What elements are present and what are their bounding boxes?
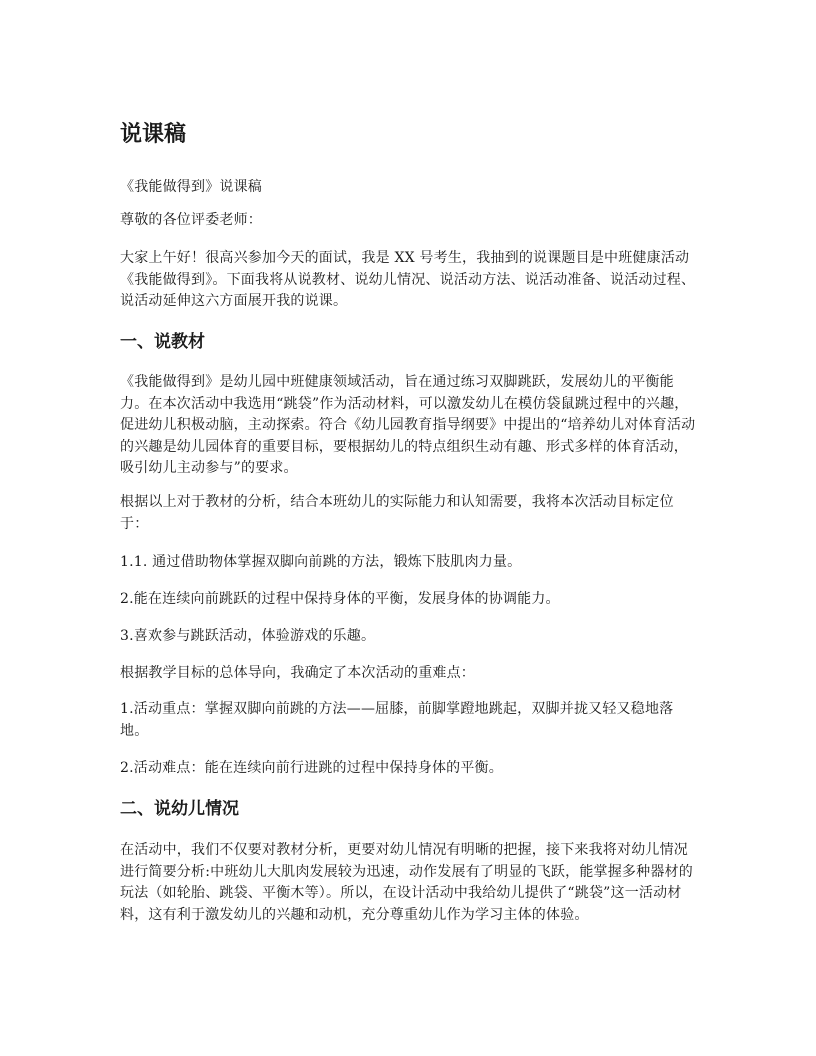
greeting: 尊敬的各位评委老师： — [120, 212, 262, 228]
children-situation-paragraph: 在活动中，我们不仅要对教材分析，更要对幼儿情况有明晰的把握，接下来我将对幼儿情况进行简要分析:中班幼儿大肌肉发展较为迅速，动作发展有了明显的飞跃，能掌握多种器材的玩法（如轮胎、跳袋、平衡木等）。所以，在设计活动中我给幼儿提供了“跳袋”这一活动材料，这有利于激发幼儿的兴趣和动机，充分尊重幼儿作为学习主体的体验。 — [120, 842, 693, 923]
section-heading-teaching-material: 一、说教材 — [120, 332, 205, 352]
document-subtitle: 《我能做得到》说课稿 — [120, 179, 262, 195]
intro-paragraph: 大家上午好！很高兴参加今天的面试，我是 XX 号考生，我抽到的说课题目是中班健康活动《我能做得到》。下面我将从说教材、说幼儿情况、说活动方法、说活动准备、说活动过程、说活动延伸这六方面展开我的说课。 — [120, 250, 696, 309]
section-heading-children-situation: 二、说幼儿情况 — [120, 799, 239, 819]
goal-item-1: 1.1. 通过借助物体掌握双脚向前跳的方法，锻炼下肢肌肉力量。 — [120, 554, 522, 570]
goals-intro-paragraph: 根据以上对于教材的分析，结合本班幼儿的实际能力和认知需要，我将本次活动目标定位于： — [120, 494, 674, 532]
key-point-1: 1.活动重点：掌握双脚向前跳的方法——屈膝，前脚掌蹬地跳起，双脚并拢又轻又稳地落地。 — [120, 701, 674, 739]
key-point-2: 2.活动难点：能在连续向前行进跳的过程中保持身体的平衡。 — [120, 760, 503, 776]
goal-item-3: 3.喜欢参与跳跃活动，体验游戏的乐趣。 — [120, 628, 376, 644]
teaching-material-paragraph: 《我能做得到》是幼儿园中班健康领域活动，旨在通过练习双脚跳跃，发展幼儿的平衡能力。在本次活动中我选用“跳袋”作为活动材料，可以激发幼儿在模仿袋鼠跳过程中的兴趣，促进幼儿积极动脑，主动探索。符合《幼儿园教育指导纲要》中提出的“培养幼儿对体育活动的兴趣是幼儿园体育的重要目标，要根据幼儿的特点组织生动有趣、形式多样的体育活动，吸引幼儿主动参与”的要求。 — [120, 374, 696, 476]
key-points-intro: 根据教学目标的总体导向，我确定了本次活动的重难点： — [120, 665, 475, 681]
page-title: 说课稿 — [120, 122, 187, 147]
goal-item-2: 2.能在连续向前跳跃的过程中保持身体的平衡，发展身体的协调能力。 — [120, 591, 560, 607]
